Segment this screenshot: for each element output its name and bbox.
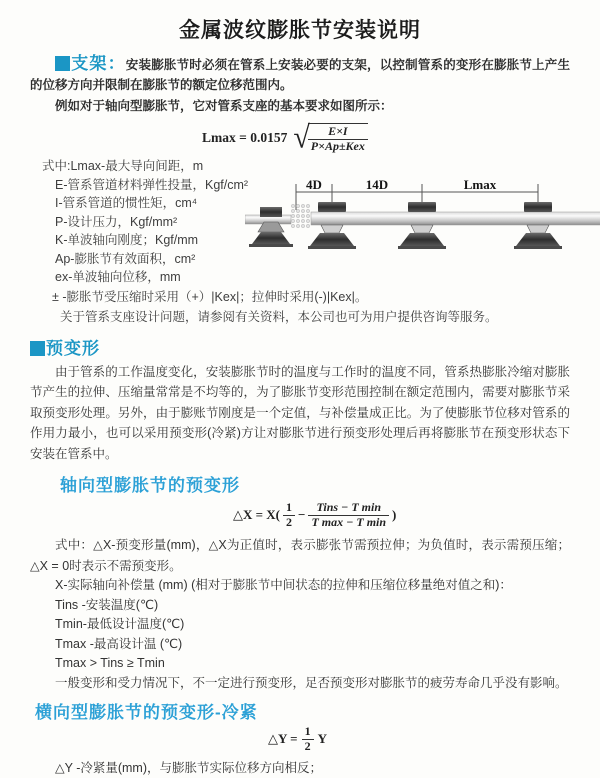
lateral-subheading: 横向型膨胀节的预变形-冷紧 [35,703,258,722]
formula-lmax-denominator: P×Ap±Kex [310,138,365,153]
tins-definition-line: Tins -安装温度(℃) [55,597,159,612]
support-intro-paragraph [30,54,570,95]
support-intro-text: 安装膨胀节时必须在管系上安装必要的支架，以控制管系的变形在膨胀节上产生的位移方向并限制在膨胀节的额定位移范围内。 [30,58,570,92]
guide-support [308,202,356,249]
formula-delta-y [268,725,570,753]
minus-sign: − [298,507,306,522]
formula-delta-x [233,498,570,532]
dimension-label-4d: 4D [306,177,322,192]
axial-explain-text: 式中：△X-预变形量(mm)，△X为正值时，表示膨张节需预拉伸；为负值时，表示需预压缩；△X = 0时表示不需预变形。 [30,538,570,573]
guide-support [398,202,446,249]
axial-subheading: 轴向型膨胀节的预变形 [60,476,240,495]
pipe-support-diagram [245,176,600,268]
page-title: 金属波纹膨胀节安装说明 [179,19,421,42]
definitions-block [30,157,570,287]
section-square-icon [55,56,70,71]
pipe [311,212,600,225]
formula-dx-close: ) [392,507,397,522]
formula-lmax-lhs: Lmax = 0.0157 [202,130,288,145]
support-section-label: 支架： [71,54,126,73]
one-half-fraction: $\frac{1}{2}$ [302,725,314,754]
axial-note-line: 一般变形和受力情况下，不一定进行预变形，足否预变形对膨胀节的疲劳寿命几乎没有影响。 [55,675,568,690]
plus-minus-note: ± -膨胀节受压缩时采用（+）|Kex|；拉伸时采用(-)|Kex|。 [52,289,368,304]
predeform-section-label: 预变形 [46,338,100,358]
definition-line: K-单波轴向刚度；Kgf/mm [55,233,199,247]
tmin-definition-line: Tmin-最低设计温度(℃) [55,617,185,631]
formula-dx-lhs: △X = X( [233,507,281,522]
definition-line: E-管系管道材料弹性投量，Kgf/cm² [55,177,249,192]
definition-line: 式中:Lmax-最大导向间距，m [42,159,204,173]
sqrt-radical-icon: √ [293,120,310,155]
formula-lmax-numerator: E×I [308,125,368,140]
definition-line: Ap-膨胀节有效面积，cm² [55,251,196,266]
predeform-section-header [30,334,570,359]
lateral-note-line: △Y -冷紧量(mm)，与膨胀节实际位移方向相反； [55,761,323,775]
bellows-icon [291,204,309,227]
tmax-definition-line: Tmax -最高设计温 (℃) [55,636,183,651]
formula-dy-rhs: Y [317,731,327,746]
formula-lmax-root [308,123,368,154]
service-note: 关于管系支座设计问题，请参阅有关资料，本公司也可为用户提供咨询等服务。 [60,309,498,324]
formula-dy-lhs: △Y = [268,731,298,746]
section-square-icon [30,341,45,356]
formula-lmax [202,122,570,154]
anchor-support [245,207,293,247]
x-definition-line: X-实际轴向补偿量 (mm) (相对于膨胀节中间状态的拉伸和压缩位移量绝对值之和)： [55,578,512,592]
definition-line: P-设计压力，Kgf/mm² [55,214,178,229]
dimension-label-14d: 14D [365,177,389,192]
support-example-text: 例如对于轴向型膨胀节，它对管系支座的基本要求如图所示： [55,99,393,113]
definition-line: ex-单波轴向位移，mm [55,270,181,284]
temperature-relation-line: Tmax > Tins ≥ Tmin [55,656,165,670]
definition-line: I-管系管道的惯性矩，cm⁴ [55,196,198,210]
temperature-fraction: $\frac{\text{Tins − T min}}{\text{T max − T min}}$ [308,501,389,530]
predeform-body-text: 由于管系的工作温度变化，安装膨胀节时的温度与工作时的温度不同，管系热膨胀冷缩对膨胀节产生的拉伸、压缩量常常是不均等的，为了膨胀节变形范围控制在额定范围内，需要对膨胀节采取预变形处理。另外，由于膨账节刚度是一个定值，与补偿量成正比。为了使膨胀节位移对管系的作用力最小，也可以采用预变形(冷紧)方让对膨胀节进行预变形处理后再将膨胀节在预变形状态下安装在管系中。 [30,364,570,461]
guide-support [514,202,562,249]
dimension-label-lmax: Lmax [463,177,497,192]
one-half-fraction: $\frac{1}{2}$ [283,501,295,530]
